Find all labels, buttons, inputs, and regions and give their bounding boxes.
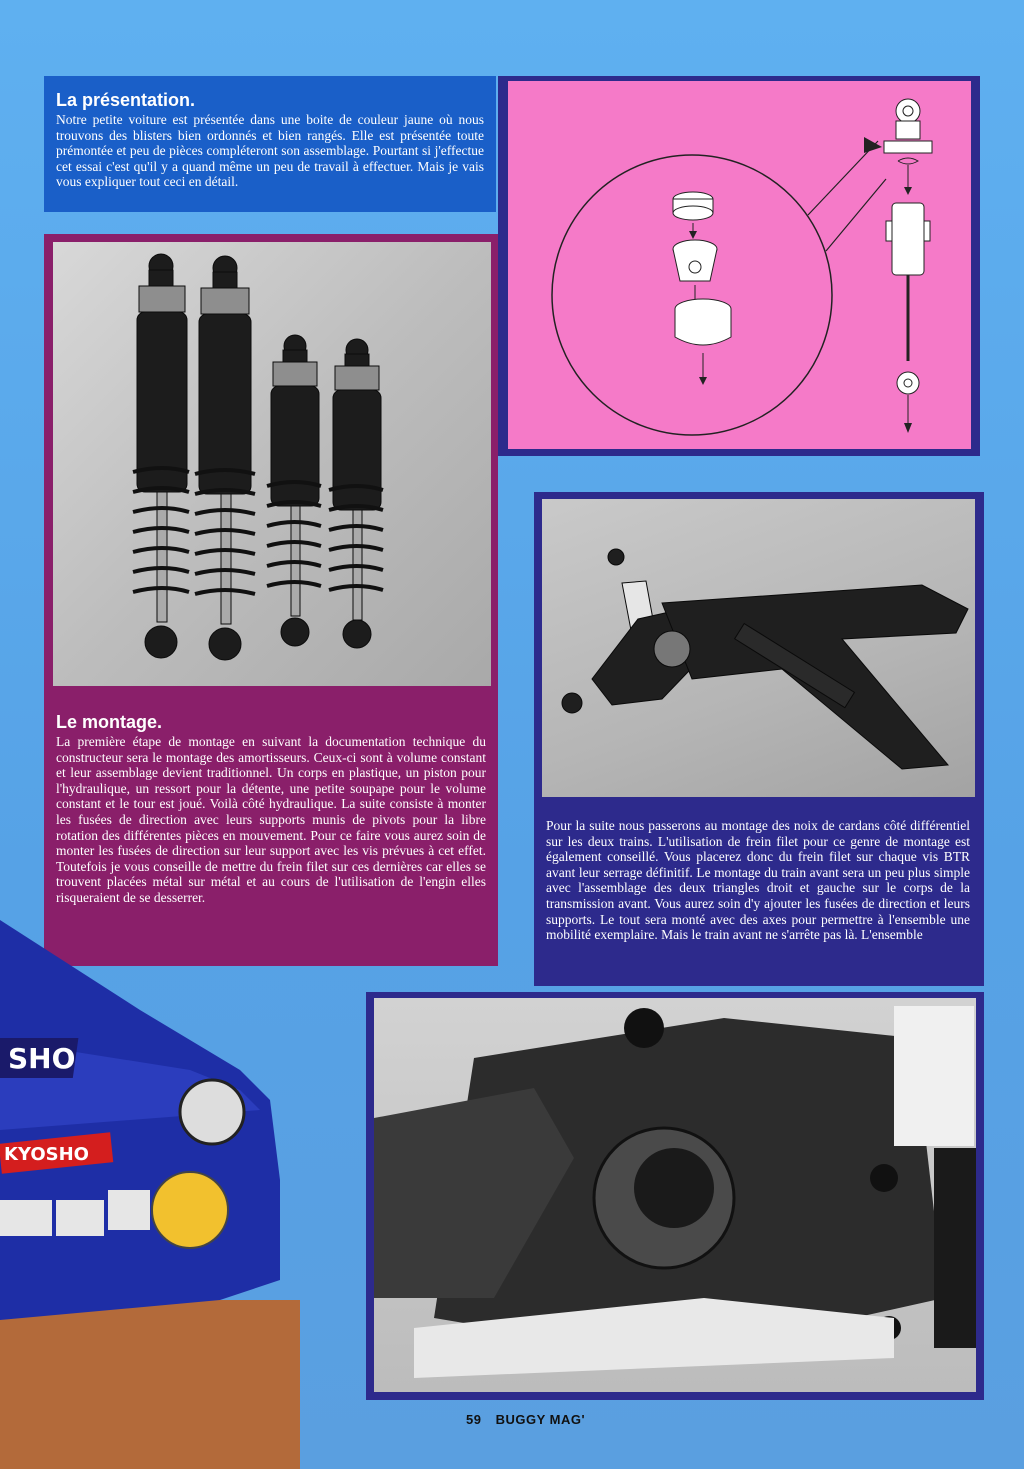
- suite-text: Pour la suite nous passerons au montage des noix de cardans côté différentiel sur les deux trains. L'utilisation de frein filet pour ce genre de montage est également conseillé. Vous placerez donc du frein filet sur chaque vis BTR avant leur serrage définitif. Le montage du train avant sera un peu plus simple avec l'assemblage des deux triangles droit et gauche sur le corps de la transmission avant. Vous aurez soin d'y ajouter les fusées de direction et leurs supports. Le tout sera monté avec des axes pour permettre à l'ensemble une mobilité exemplaire. Mais le train avant ne s'arrête pas là. L'ensemble: [546, 818, 970, 943]
- diagram-panel: [498, 76, 980, 456]
- shocks-photo-frame: [44, 234, 498, 694]
- presentation-heading: La présentation.: [56, 90, 196, 110]
- suite-frame: [534, 492, 984, 986]
- differential-illustration: [374, 998, 976, 1392]
- car-illustration: [0, 920, 300, 1469]
- car-sponsor-2: KYOSHO: [4, 1144, 89, 1165]
- differential-photo: [374, 998, 976, 1392]
- steering-arm-photo: [542, 499, 975, 797]
- magazine-name: BUGGY MAG': [495, 1412, 586, 1427]
- page-number: 59: [466, 1412, 482, 1427]
- montage-text: La première étape de montage en suivant la documentation technique du constructeur sera le montage des amortisseurs. Ceux-ci sont à volume constant et leur assemblage devient traditionnel. Un corps en plastique, un piston pour l'hydraulique, un ressort pour la détente, une petite soupape pour le volume constant et le tour est joué. Voilà côté hydraulique. La suite consiste à monter les fusées de direction avec leurs supports munis de pivots pour la libre rotation des différentes pièces en mouvement. Pour ce faire vous aurez soin de monter les fusées de direction sur leur support avec les vis prévues à cet effet. Toutefois je vous conseille de mettre du frein filet sur ces dernières car elles se trouvent placées métal sur métal et au cours de l'utilisation de l'engin elles risqueraient de se desserrer.: [56, 734, 486, 905]
- montage-heading: Le montage.: [56, 712, 163, 732]
- page-footer: [466, 1412, 595, 1427]
- shock-absorber-diagram: [508, 81, 971, 449]
- presentation-text: Notre petite voiture est présentée dans une boite de couleur jaune où nous trouvons des blisters bien ordonnés et bien rangés. Elle est présentée toute prémontée et peu de pièces compléteront son assemblage. Pourtant si j'effectue cet essai c'est qu'il y a quand même un peu de travail à effectuer. Mais je vais vous expliquer tout ceci en détail.: [56, 112, 484, 190]
- shock-absorbers-illustration: [53, 242, 491, 686]
- kyosho-car-image: [0, 920, 300, 1469]
- shock-absorbers-photo: [53, 242, 491, 686]
- car-sponsor-1: SHO: [8, 1042, 76, 1075]
- differential-frame: [366, 992, 984, 1400]
- presentation-box: [44, 76, 496, 212]
- diagram-background: [508, 81, 971, 449]
- steering-arm-illustration: [542, 499, 975, 797]
